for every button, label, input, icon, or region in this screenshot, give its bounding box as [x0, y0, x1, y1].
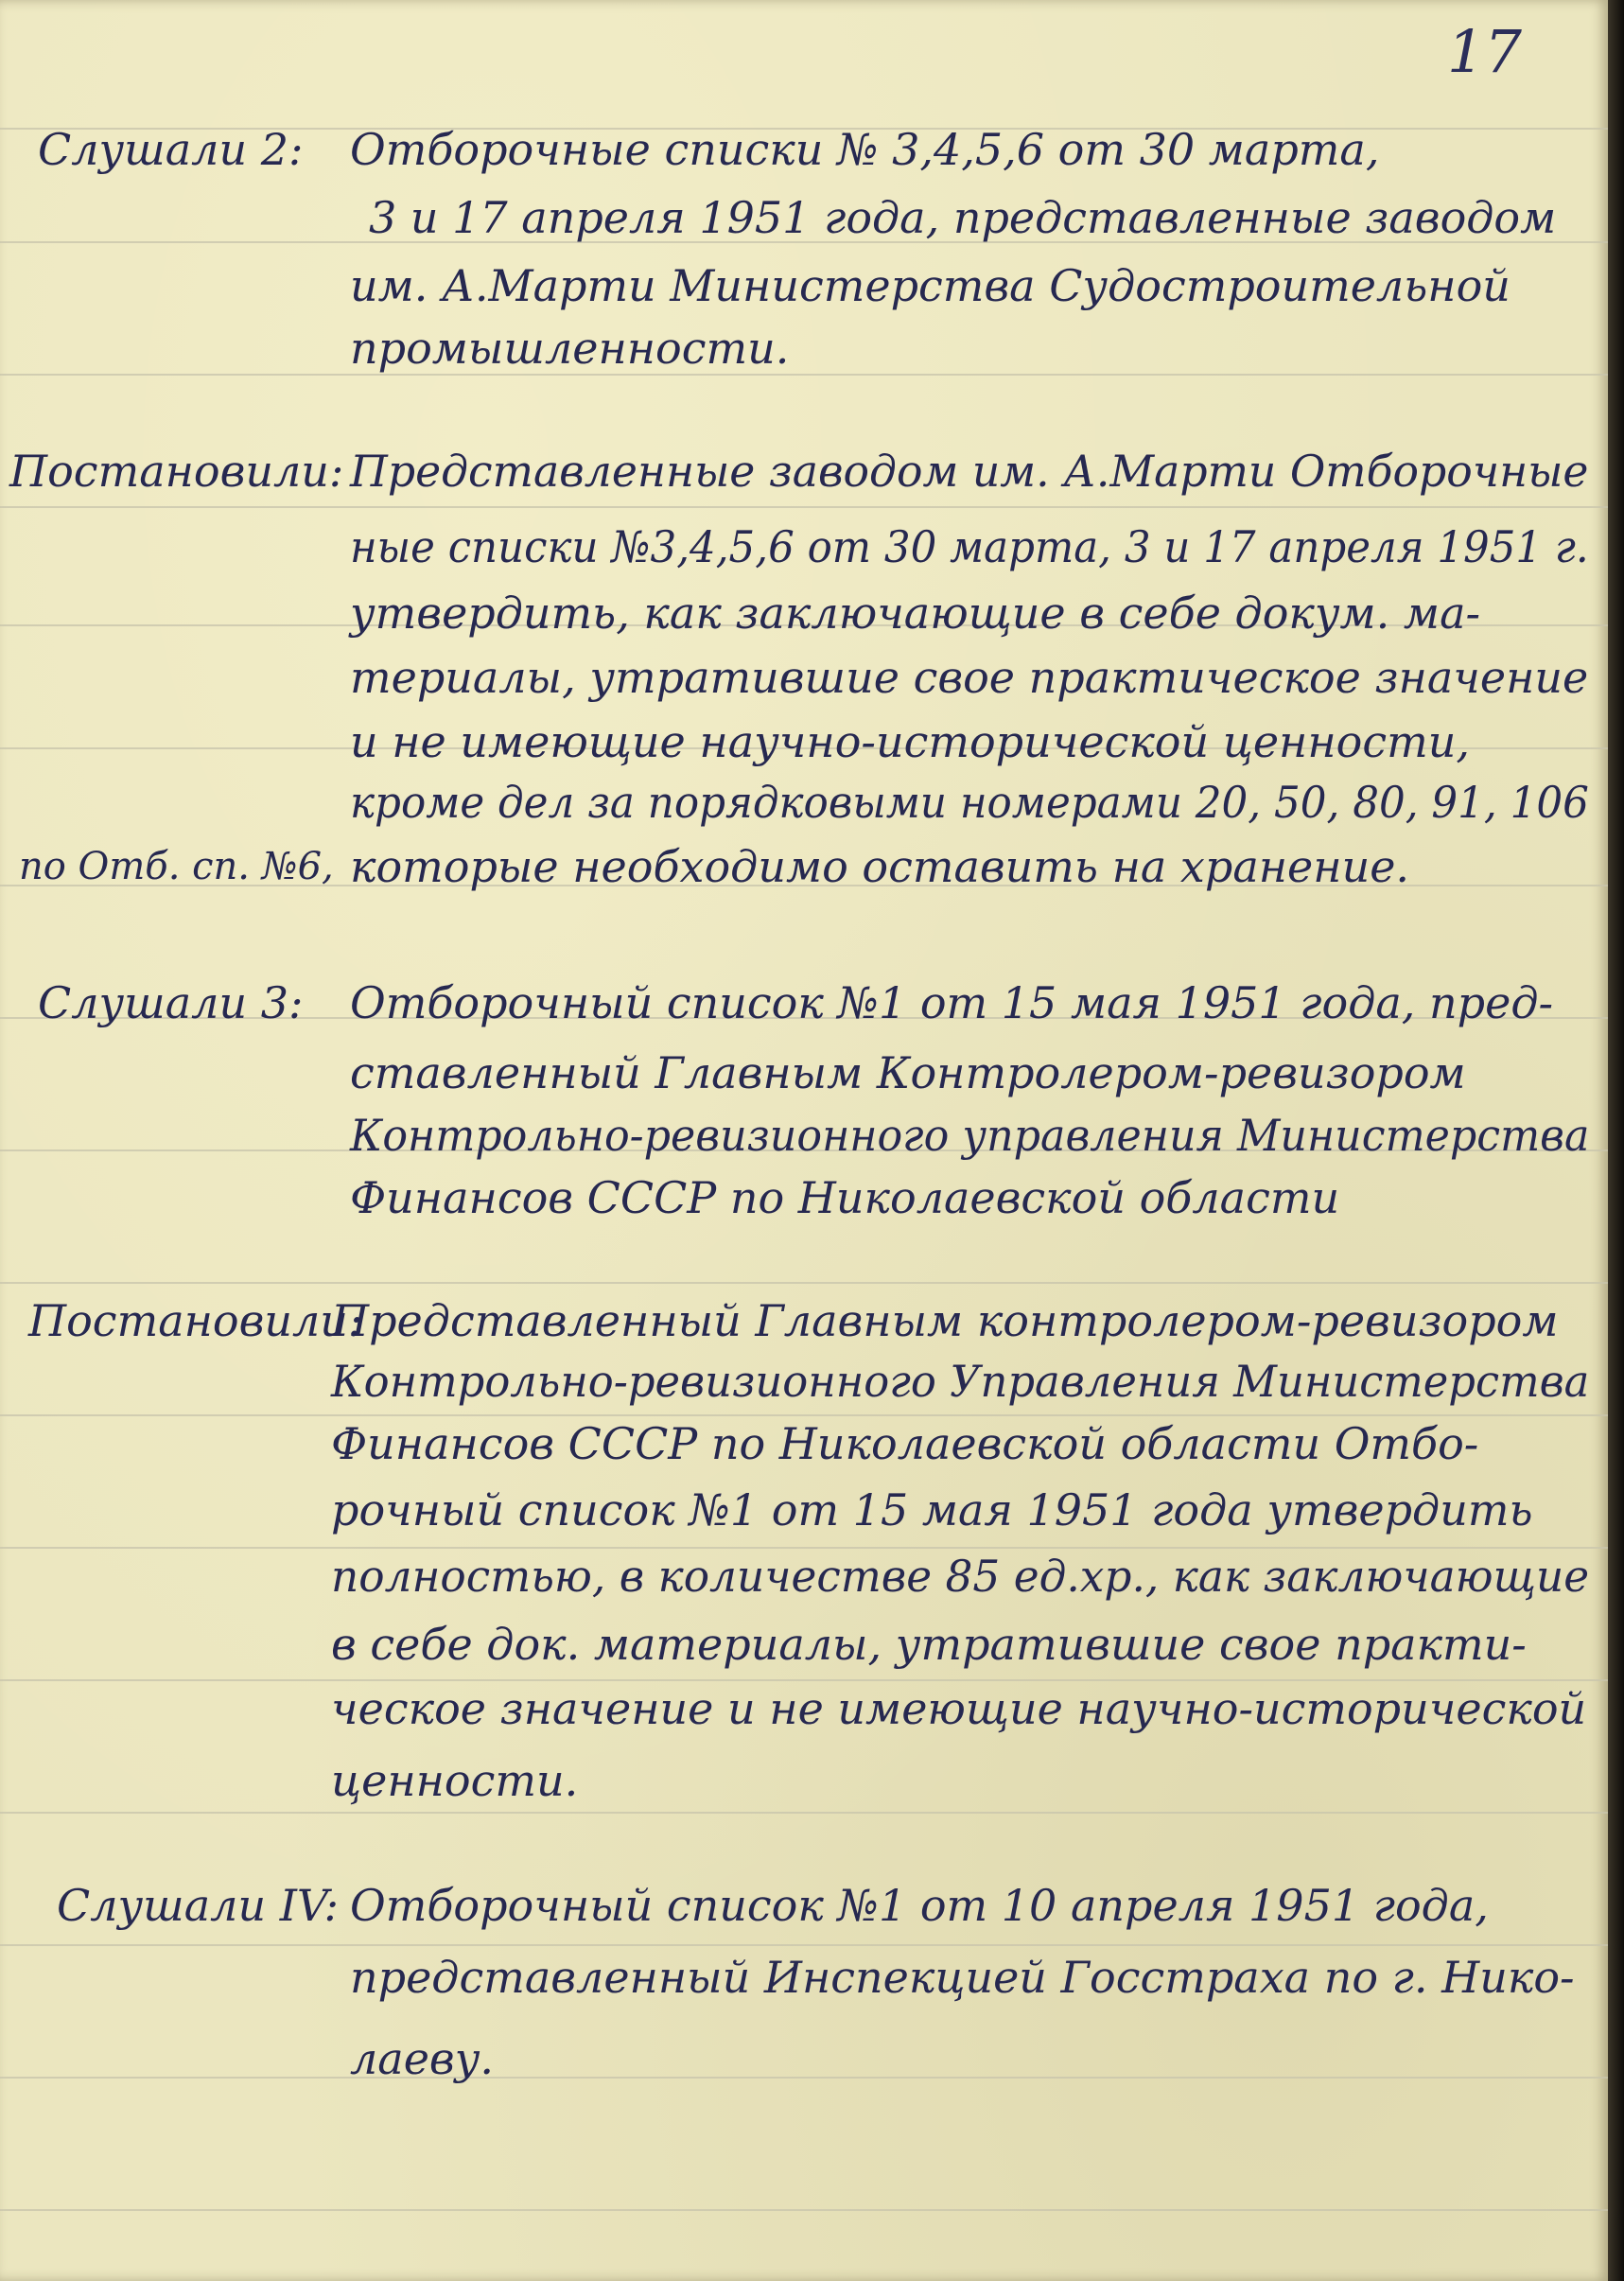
ruled-line: [0, 1812, 1608, 1814]
text-line: Контрольно-ревизионного управления Министерства: [350, 1110, 1590, 1161]
page-number: 17: [1447, 17, 1522, 86]
text-line: полностью, в количестве 85 ед.хр., как заключающие: [331, 1551, 1590, 1602]
text-line: Отборочный список №1 от 10 апреля 1951 года,: [350, 1880, 1489, 1931]
text-line: Финансов СССР по Николаевской области Отбо-: [331, 1418, 1479, 1469]
ruled-line: [0, 1944, 1608, 1946]
text-line: утвердить, как заключающие в себе докум. ма-: [350, 588, 1481, 639]
text-line: 3 и 17 апреля 1951 года, представленные заводом: [369, 192, 1557, 243]
text-line: им. А.Марти Министерства Судостроительной: [350, 260, 1510, 311]
text-line: которые необходимо оставить на хранение.: [350, 841, 1410, 892]
page-edge-binding: [1608, 0, 1624, 2281]
text-line: в себе док. материалы, утратившие свое практи-: [331, 1619, 1527, 1670]
text-line: ценности.: [331, 1755, 579, 1806]
text-line: представленный Инспекцией Госстраха по г. Нико-: [350, 1952, 1575, 2003]
text-line: Представленный Главным контролером-ревизором: [331, 1295, 1559, 1346]
ruled-line: [0, 2209, 1608, 2211]
text-line: териалы, утратившие свое практическое значение: [350, 652, 1589, 703]
section-label-heard-4: Слушали IV:: [57, 1880, 339, 1931]
ruled-line: [0, 506, 1608, 508]
margin-note: по Отб. сп. №6,: [19, 845, 334, 888]
text-line: Представленные заводом им. А.Марти Отборочные: [350, 446, 1589, 497]
text-line: и не имеющие научно-исторической ценности,: [350, 716, 1470, 767]
text-line: ные списки №3,4,5,6 от 30 марта, 3 и 17 апреля 1951 г.: [350, 521, 1589, 572]
section-label-heard-2: Слушали 2:: [38, 124, 304, 175]
text-line: Контрольно-ревизионного Управления Министерства: [331, 1356, 1590, 1407]
text-line: кроме дел за порядковыми номерами 20, 50, 80, 91, 106: [350, 777, 1589, 828]
text-line: ставленный Главным Контролером-ревизором: [350, 1047, 1466, 1098]
ruled-line: [0, 2077, 1608, 2079]
section-label-heard-3: Слушали 3:: [38, 977, 304, 1028]
ruled-line: [0, 374, 1608, 376]
text-line: Отборочный список №1 от 15 мая 1951 года, пред-: [350, 977, 1554, 1028]
text-line: лаеву.: [350, 2033, 495, 2084]
ruled-line: [0, 1282, 1608, 1284]
text-line: Финансов СССР по Николаевской области: [350, 1172, 1340, 1223]
text-line: Отборочные списки № 3,4,5,6 от 30 марта,: [350, 124, 1380, 175]
section-label-resolved-1: Постановили:: [9, 446, 344, 497]
text-line: рочный список №1 от 15 мая 1951 года утвердить: [331, 1484, 1533, 1535]
text-line: промышленности.: [350, 323, 790, 374]
section-label-resolved-2: Постановили:: [28, 1295, 363, 1346]
text-line: ческое значение и не имеющие научно-исторической: [331, 1683, 1587, 1734]
